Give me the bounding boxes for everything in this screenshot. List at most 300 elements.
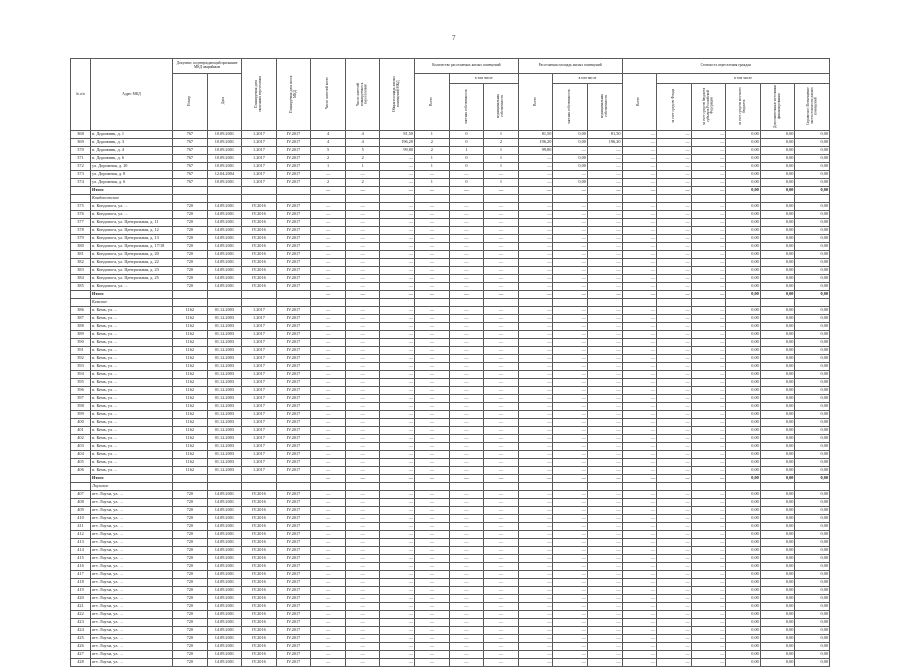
cell-rp: — — [449, 555, 484, 563]
cell-at: — — [518, 403, 553, 411]
cell-no: 397 — [71, 395, 91, 403]
cell-p: 1 — [311, 163, 346, 171]
cell-ce: 0,00 — [760, 475, 795, 483]
cell-cl: 0,00 — [726, 531, 761, 539]
cell-dem: IV.2017 — [276, 555, 311, 563]
cell-no: 399 — [71, 411, 91, 419]
cell-ap: — — [553, 659, 588, 667]
cell-ce: 0,00 — [760, 363, 795, 371]
cell-rt: — — [415, 355, 450, 363]
cell-pp: 1 — [345, 163, 380, 171]
cell-ap: — — [553, 507, 588, 515]
cell-cl: 0,00 — [726, 507, 761, 515]
cell-at: 81,50 — [518, 131, 553, 139]
cell-cf: — — [657, 179, 692, 187]
cell-cx: 0,00 — [795, 451, 830, 459]
cell-rt: — — [415, 339, 450, 347]
cell-fin: IV.2016 — [242, 651, 277, 659]
cell-pp: — — [345, 275, 380, 283]
cell-cs: — — [691, 251, 726, 259]
cell-area: — — [380, 339, 415, 347]
cell-am: — — [587, 331, 622, 339]
cell-ct: — — [622, 627, 657, 635]
cell-cl: 0,00 — [726, 403, 761, 411]
cell-ce: 0,00 — [760, 259, 795, 267]
cell-ap: — — [553, 187, 588, 195]
cell-ap: — — [553, 531, 588, 539]
cell-cs: — — [691, 243, 726, 251]
table-row — [71, 491, 830, 499]
cell-num: 720 — [173, 251, 208, 259]
cell-p: — — [311, 251, 346, 259]
cell-area: — — [380, 507, 415, 515]
subtotal-row — [71, 291, 830, 299]
cell-fin: 1.2017 — [242, 411, 277, 419]
cell-rt: — — [415, 563, 450, 571]
cell-rt: — — [415, 347, 450, 355]
cell-at: — — [518, 203, 553, 211]
cell-cl: 0,00 — [726, 555, 761, 563]
cell-am: — — [587, 379, 622, 387]
cell-area: — — [380, 491, 415, 499]
cell-ct: — — [622, 491, 657, 499]
cell-cx — [795, 483, 830, 491]
cell-p: — — [311, 211, 346, 219]
cell-ap: — — [553, 355, 588, 363]
cell-cf: — — [657, 531, 692, 539]
cell-pp: — — [345, 499, 380, 507]
cell-fin: IV.2016 — [242, 659, 277, 667]
table-row — [71, 347, 830, 355]
cell-am: — — [587, 459, 622, 467]
cell-dem: IV.2017 — [276, 283, 311, 291]
cell-rt: — — [415, 227, 450, 235]
cell-num: 720 — [173, 603, 208, 611]
cell-rt: — — [415, 363, 450, 371]
cell-fin: IV.2016 — [242, 251, 277, 259]
cell-dem: IV.2017 — [276, 387, 311, 395]
cell-rp: — — [449, 307, 484, 315]
cell-num: 720 — [173, 563, 208, 571]
cell-ap: — — [553, 251, 588, 259]
cell-date: 01.12.2003 — [207, 339, 242, 347]
cell-cl: 0,00 — [726, 659, 761, 667]
cell-ap: — — [553, 291, 588, 299]
cell-cx: 0,00 — [795, 539, 830, 547]
cell-area: — — [380, 659, 415, 667]
cell-ce: 0,00 — [760, 203, 795, 211]
cell-cx: 0,00 — [795, 443, 830, 451]
cell-rp: — — [449, 419, 484, 427]
header-rooms-private: частная собственность — [449, 84, 484, 131]
table-row — [71, 547, 830, 555]
cell-rt: — — [415, 571, 450, 579]
cell-area: — — [380, 603, 415, 611]
cell-area: — — [380, 379, 415, 387]
cell-cl: 0,00 — [726, 435, 761, 443]
table-row — [71, 243, 830, 251]
table-row — [71, 499, 830, 507]
cell-p: — — [311, 531, 346, 539]
cell-rm — [484, 299, 519, 307]
cell-date: 14.09.2001 — [207, 267, 242, 275]
cell-p: — — [311, 355, 346, 363]
cell-cl — [726, 195, 761, 203]
cell-dem — [276, 195, 311, 203]
cell-rt: — — [415, 443, 450, 451]
cell-ap: 0,00 — [553, 131, 588, 139]
cell-rp: — — [449, 387, 484, 395]
table-row — [71, 283, 830, 291]
cell-dem: IV.2017 — [276, 347, 311, 355]
cell-am — [587, 483, 622, 491]
cell-am: — — [587, 491, 622, 499]
cell-pp: — — [345, 371, 380, 379]
cell-cl: 0,00 — [726, 203, 761, 211]
cell-cx: 0,00 — [795, 475, 830, 483]
cell-am: — — [587, 435, 622, 443]
cell-dem: IV.2017 — [276, 659, 311, 667]
cell-at: — — [518, 627, 553, 635]
cell-p — [311, 483, 346, 491]
cell-addr: п. Кондопога, ул. ... — [91, 203, 173, 211]
cell-no: 389 — [71, 331, 91, 339]
cell-at: — — [518, 531, 553, 539]
cell-num: 1162 — [173, 339, 208, 347]
cell-fin: IV.2016 — [242, 603, 277, 611]
cell-pp: — — [345, 459, 380, 467]
cell-pp: — — [345, 307, 380, 315]
cell-fin: 1.2017 — [242, 131, 277, 139]
cell-pp: — — [345, 411, 380, 419]
cell-ct: — — [622, 259, 657, 267]
cell-cl: 0,00 — [726, 379, 761, 387]
cell-ct: — — [622, 163, 657, 171]
cell-ce: 0,00 — [760, 619, 795, 627]
cell-num — [173, 291, 208, 299]
cell-rp: — — [449, 443, 484, 451]
cell-num: 720 — [173, 499, 208, 507]
cell-addr: п. Кемь, ул. ... — [91, 307, 173, 315]
cell-pp — [345, 483, 380, 491]
table-row — [71, 179, 830, 187]
cell-cf: — — [657, 203, 692, 211]
cell-ce: 0,00 — [760, 387, 795, 395]
cell-cx: 0,00 — [795, 267, 830, 275]
cell-no: 386 — [71, 307, 91, 315]
cell-ce: 0,00 — [760, 427, 795, 435]
cell-ap: — — [553, 283, 588, 291]
table-row — [71, 571, 830, 579]
cell-no: 390 — [71, 339, 91, 347]
cell-cs: — — [691, 275, 726, 283]
cell-ce: 0,00 — [760, 147, 795, 155]
cell-area: — — [380, 435, 415, 443]
cell-dem: IV.2017 — [276, 627, 311, 635]
cell-date: 14.09.2001 — [207, 515, 242, 523]
cell-cs — [691, 483, 726, 491]
cell-ap — [553, 483, 588, 491]
cell-date — [207, 483, 242, 491]
cell-at: — — [518, 435, 553, 443]
cell-num: 1162 — [173, 331, 208, 339]
cell-fin: IV.2016 — [242, 507, 277, 515]
cell-dem: IV.2017 — [276, 539, 311, 547]
cell-p — [311, 195, 346, 203]
cell-date: 10.09.2001 — [207, 139, 242, 147]
cell-p: — — [311, 651, 346, 659]
table-row — [71, 427, 830, 435]
cell-ap: — — [553, 443, 588, 451]
cell-ce — [760, 299, 795, 307]
cell-no: 425 — [71, 635, 91, 643]
cell-fin: 1.2017 — [242, 467, 277, 475]
cell-ce: 0,00 — [760, 531, 795, 539]
cell-cl: 0,00 — [726, 515, 761, 523]
cell-cf: — — [657, 155, 692, 163]
cell-cx — [795, 299, 830, 307]
header-area-including: в том числе — [553, 74, 622, 84]
cell-cs — [691, 299, 726, 307]
cell-num: 1162 — [173, 427, 208, 435]
table-row — [71, 555, 830, 563]
cell-cx: 0,00 — [795, 371, 830, 379]
cell-no: 407 — [71, 491, 91, 499]
cell-ct: — — [622, 555, 657, 563]
cell-rt: — — [415, 467, 450, 475]
cell-area: — — [380, 355, 415, 363]
cell-pp: — — [345, 523, 380, 531]
cell-rm: — — [484, 427, 519, 435]
cell-cf: — — [657, 651, 692, 659]
cell-cf: — — [657, 283, 692, 291]
cell-cs: — — [691, 595, 726, 603]
cell-rm: — — [484, 227, 519, 235]
cell-cs: — — [691, 403, 726, 411]
cell-ap: — — [553, 235, 588, 243]
cell-at: — — [518, 259, 553, 267]
cell-cx: 0,00 — [795, 315, 830, 323]
cell-date: 01.12.2003 — [207, 435, 242, 443]
cell-rt: — — [415, 523, 450, 531]
cell-rt: 1 — [415, 179, 450, 187]
cell-at: — — [518, 571, 553, 579]
cell-addr: п. Кемь, ул. ... — [91, 451, 173, 459]
cell-am: — — [587, 147, 622, 155]
cell-ct: — — [622, 203, 657, 211]
cell-pp: — — [345, 419, 380, 427]
cell-rm: — — [484, 515, 519, 523]
cell-rt: — — [415, 547, 450, 555]
table-row — [71, 643, 830, 651]
cell-rt: — — [415, 371, 450, 379]
cell-area: — — [380, 307, 415, 315]
cell-no: 381 — [71, 251, 91, 259]
cell-rm: 1 — [484, 163, 519, 171]
cell-at: — — [518, 187, 553, 195]
cell-date: 01.12.2003 — [207, 467, 242, 475]
group-row — [71, 299, 830, 307]
cell-rp: — — [449, 275, 484, 283]
cell-ap: — — [553, 435, 588, 443]
cell-ce: 0,00 — [760, 395, 795, 403]
cell-num: 720 — [173, 267, 208, 275]
cell-rm: — — [484, 611, 519, 619]
table-row — [71, 227, 830, 235]
cell-no: 406 — [71, 467, 91, 475]
cell-date — [207, 291, 242, 299]
cell-dem — [276, 291, 311, 299]
cell-cx: 0,00 — [795, 491, 830, 499]
cell-dem: IV.2017 — [276, 267, 311, 275]
cell-pp: — — [345, 507, 380, 515]
cell-p: — — [311, 491, 346, 499]
table-row — [71, 539, 830, 547]
cell-cf: — — [657, 243, 692, 251]
cell-rt: — — [415, 595, 450, 603]
cell-no: 387 — [71, 315, 91, 323]
cell-addr: пгт. Лоухи, ул. ... — [91, 499, 173, 507]
cell-dem: IV.2017 — [276, 339, 311, 347]
cell-num: 720 — [173, 579, 208, 587]
cell-pp: — — [345, 491, 380, 499]
cell-rt: — — [415, 419, 450, 427]
cell-rp: — — [449, 539, 484, 547]
cell-addr: п. Кемь, ул. ... — [91, 331, 173, 339]
table-row — [71, 251, 830, 259]
cell-ct: — — [622, 587, 657, 595]
header-document: Документ, подтверждающий признание МКД аварийным — [173, 59, 242, 74]
cell-cx: 0,00 — [795, 355, 830, 363]
cell-fin — [242, 187, 277, 195]
cell-cf: — — [657, 547, 692, 555]
cell-rp: — — [449, 371, 484, 379]
cell-area: — — [380, 387, 415, 395]
cell-fin: IV.2016 — [242, 579, 277, 587]
cell-p: — — [311, 387, 346, 395]
cell-am: — — [587, 291, 622, 299]
cell-p: — — [311, 371, 346, 379]
cell-rm: — — [484, 347, 519, 355]
cell-at: — — [518, 419, 553, 427]
cell-fin: IV.2016 — [242, 243, 277, 251]
cell-addr: пгт. Лоухи, ул. ... — [91, 491, 173, 499]
cell-num: 720 — [173, 243, 208, 251]
cell-rt: — — [415, 171, 450, 179]
cell-pp: — — [345, 203, 380, 211]
cell-rp: — — [449, 547, 484, 555]
cell-num — [173, 483, 208, 491]
cell-cs: — — [691, 659, 726, 667]
cell-at: — — [518, 227, 553, 235]
cell-cx: 0,00 — [795, 235, 830, 243]
cell-cl: 0,00 — [726, 459, 761, 467]
cell-cs: — — [691, 395, 726, 403]
table-row — [71, 267, 830, 275]
cell-p: — — [311, 395, 346, 403]
cell-cs: — — [691, 387, 726, 395]
header-persons-planned: Число жителей планируемых к переселению — [345, 59, 380, 131]
cell-rm: — — [484, 371, 519, 379]
cell-am: — — [587, 515, 622, 523]
cell-ct: — — [622, 563, 657, 571]
cell-rt: — — [415, 307, 450, 315]
cell-area: — — [380, 363, 415, 371]
cell-cx: 0,00 — [795, 395, 830, 403]
cell-cf: — — [657, 603, 692, 611]
cell-cs: — — [691, 171, 726, 179]
cell-ap: — — [553, 523, 588, 531]
cell-addr: пгт. Лоухи, ул. ... — [91, 619, 173, 627]
cell-fin — [242, 291, 277, 299]
cell-p: — — [311, 563, 346, 571]
cell-rp: 0 — [449, 139, 484, 147]
cell-cl: 0,00 — [726, 571, 761, 579]
cell-at: — — [518, 211, 553, 219]
cell-no: 369 — [71, 139, 91, 147]
cell-cl: 0,00 — [726, 587, 761, 595]
cell-dem: IV.2017 — [276, 651, 311, 659]
cell-cx: 0,00 — [795, 387, 830, 395]
cell-am: — — [587, 651, 622, 659]
cell-p: 4 — [311, 139, 346, 147]
cell-p: — — [311, 435, 346, 443]
cell-addr: п. Кондопога, ул. Центральная, д. 12 — [91, 227, 173, 235]
cell-cx: 0,00 — [795, 275, 830, 283]
cell-at: — — [518, 491, 553, 499]
cell-p: 2 — [311, 155, 346, 163]
cell-num: 720 — [173, 571, 208, 579]
cell-rm: — — [484, 315, 519, 323]
cell-am: — — [587, 403, 622, 411]
cell-cx: 0,00 — [795, 331, 830, 339]
cell-ct: — — [622, 547, 657, 555]
cell-cx: 0,00 — [795, 611, 830, 619]
cell-rp: — — [449, 203, 484, 211]
cell-date: 14.09.2001 — [207, 651, 242, 659]
cell-date: 14.09.2001 — [207, 531, 242, 539]
cell-cx: 0,00 — [795, 139, 830, 147]
cell-ap: 0,00 — [553, 139, 588, 147]
cell-am: — — [587, 547, 622, 555]
cell-fin: 1.2017 — [242, 427, 277, 435]
cell-p: — — [311, 635, 346, 643]
cell-area: — — [380, 203, 415, 211]
cell-no: 385 — [71, 283, 91, 291]
table-row — [71, 563, 830, 571]
cell-date: 01.12.2003 — [207, 331, 242, 339]
cell-rp: — — [449, 291, 484, 299]
cell-fin: 1.2017 — [242, 403, 277, 411]
cell-at — [518, 483, 553, 491]
cell-no — [71, 291, 91, 299]
table-row — [71, 163, 830, 171]
cell-cf: — — [657, 307, 692, 315]
cell-fin: 1.2017 — [242, 179, 277, 187]
cell-cx: 0,00 — [795, 227, 830, 235]
cell-ce: 0,00 — [760, 651, 795, 659]
cell-cl: 0,00 — [726, 539, 761, 547]
cell-fin: IV.2016 — [242, 619, 277, 627]
cell-ap: — — [553, 379, 588, 387]
cell-cf: — — [657, 499, 692, 507]
table-row — [71, 603, 830, 611]
cell-area: — — [380, 371, 415, 379]
cell-no: 409 — [71, 507, 91, 515]
cell-cl: 0,00 — [726, 315, 761, 323]
cell-addr: п. Дорожник, д. 6 — [91, 155, 173, 163]
cell-cl: 0,00 — [726, 395, 761, 403]
